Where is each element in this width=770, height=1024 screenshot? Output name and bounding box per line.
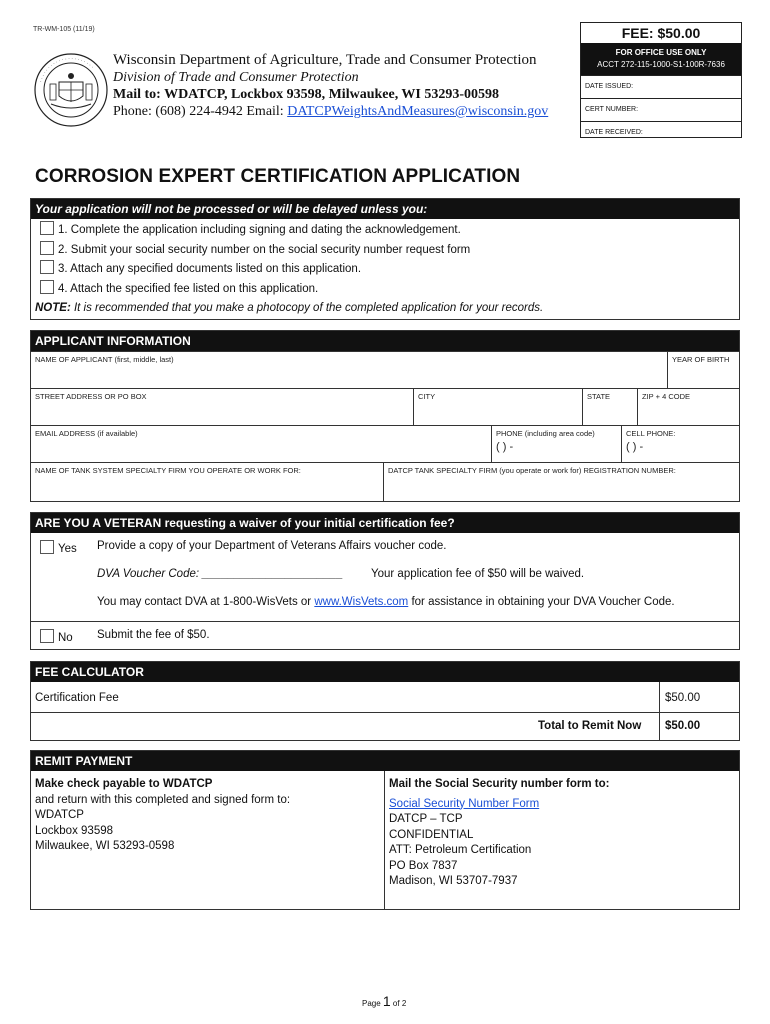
- cert-number-field[interactable]: CERT NUMBER:: [581, 98, 741, 121]
- instruction-item: 3. Attach any specified documents listed on this application.: [40, 260, 739, 280]
- account-number: ACCT 272-115-1000-S1-100R-7636: [581, 59, 741, 75]
- email-link[interactable]: DATCPWeightsAndMeasures@wisconsin.gov: [287, 104, 549, 119]
- total-label: Total to Remit Now: [538, 720, 642, 732]
- yes-text: Provide a copy of your Department of Veterans Affairs voucher code.: [97, 540, 447, 552]
- yes-checkbox[interactable]: [40, 540, 54, 554]
- contact-line: [113, 103, 548, 120]
- certification-fee-value: $50.00: [665, 692, 701, 704]
- note: NOTE: It is recommended that you make a photocopy of the completed application for your records.: [35, 302, 544, 314]
- remit-left: Make check payable to WDATCP and return with this completed and signed form to: WDATCP Lockbox 93598 Milwaukee, WI 53293-0598: [35, 777, 380, 855]
- registration-number-field[interactable]: DATCP TANK SPECIALTY FIRM (you operate or work for) REGISTRATION NUMBER:: [383, 462, 740, 502]
- phone-field[interactable]: PHONE (including area code) ( ) -: [491, 425, 622, 463]
- instructions-section: [30, 198, 740, 320]
- ssn-form-link[interactable]: Social Security Number Form: [389, 797, 540, 810]
- zip-field[interactable]: ZIP + 4 CODE: [637, 388, 740, 426]
- wisconsin-seal-icon: [33, 52, 109, 128]
- contact-dva: You may contact DVA at 1-800-WisVets or www.WisVets.com for assistance in obtaining your DVA Voucher Code.: [97, 596, 675, 608]
- email-field[interactable]: EMAIL ADDRESS (if available): [30, 425, 492, 463]
- payable-title: Make check payable to WDATCP: [35, 778, 213, 790]
- fee-calculator-header: FEE CALCULATOR: [31, 662, 739, 682]
- page-number: Page 1 of 2: [362, 993, 407, 1009]
- office-use-box: [580, 22, 742, 138]
- no-option[interactable]: No: [40, 629, 73, 644]
- checkbox[interactable]: [40, 280, 54, 294]
- date-received-field[interactable]: DATE RECEIVED:: [581, 121, 741, 144]
- firm-name-field[interactable]: NAME OF TANK SYSTEM SPECIALTY FIRM YOU OPERATE OR WORK FOR:: [30, 462, 384, 502]
- checkbox[interactable]: [40, 260, 54, 274]
- applicant-name-field[interactable]: NAME OF APPLICANT (first, middle, last): [30, 351, 668, 389]
- street-address-field[interactable]: STREET ADDRESS OR PO BOX: [30, 388, 414, 426]
- phone-label: Phone: (608) 224-4942 Email:: [113, 104, 288, 119]
- remit-right: Mail the Social Security number form to: Social Security Number Form DATCP – TCP CONFIDENTIAL ATT: Petroleum Certification PO Box 7837 Madison, WI 53707-7937: [389, 777, 734, 890]
- yes-option[interactable]: Yes: [40, 540, 77, 555]
- state-field[interactable]: STATE: [582, 388, 638, 426]
- instruction-item: 1. Complete the application including signing and dating the acknowledgement.: [40, 221, 739, 241]
- instruction-item: 4. Attach the specified fee listed on this application.: [40, 280, 739, 300]
- cell-phone-field[interactable]: CELL PHONE: ( ) -: [621, 425, 740, 463]
- voucher-code-field[interactable]: DVA Voucher Code: ______________________: [97, 568, 343, 580]
- waived-text: Your application fee of $50 will be waived.: [371, 568, 585, 580]
- applicant-section: [30, 330, 740, 502]
- agency-block: [113, 52, 548, 120]
- instructions-header: Your application will not be processed or will be delayed unless you:: [31, 199, 739, 219]
- agency-name: Wisconsin Department of Agriculture, Trade and Consumer Protection: [113, 52, 537, 68]
- certification-fee-label: Certification Fee: [35, 692, 119, 704]
- year-of-birth-field[interactable]: YEAR OF BIRTH: [667, 351, 740, 389]
- phone-mask: ( ) -: [496, 441, 514, 453]
- city-field[interactable]: CITY: [413, 388, 583, 426]
- no-text: Submit the fee of $50.: [97, 629, 210, 641]
- svg-text:· · · · · · · · · · · · · · ·: · · · · · · · · · · · · · · · · · · · · ·: [38, 55, 95, 84]
- form-id: TR-WM-105 (11/19): [33, 26, 95, 33]
- no-checkbox[interactable]: [40, 629, 54, 643]
- remit-payment-section: [30, 750, 740, 910]
- fee-amount: FEE: $50.00: [581, 23, 741, 45]
- ssn-mail-title: Mail the Social Security number form to:: [389, 778, 610, 790]
- fee-calculator-section: [30, 661, 740, 741]
- total-value: $50.00: [665, 720, 701, 732]
- wisvets-link[interactable]: www.WisVets.com: [314, 596, 409, 608]
- mail-to: Mail to: WDATCP, Lockbox 93598, Milwaukee, WI 53293-00598: [113, 87, 500, 102]
- remit-header: REMIT PAYMENT: [31, 751, 739, 771]
- checkbox[interactable]: [40, 241, 54, 255]
- veteran-header: ARE YOU A VETERAN requesting a waiver of your initial certification fee?: [31, 513, 739, 533]
- applicant-header: APPLICANT INFORMATION: [31, 331, 739, 351]
- checkbox[interactable]: [40, 221, 54, 235]
- veteran-section: [30, 512, 740, 650]
- page-title: CORROSION EXPERT CERTIFICATION APPLICATION: [35, 166, 521, 187]
- agency-division: Division of Trade and Consumer Protection: [113, 70, 359, 85]
- instruction-item: 2. Submit your social security number on the social security number request form: [40, 241, 739, 261]
- cell-mask: ( ) -: [626, 441, 644, 453]
- office-use-header: FOR OFFICE USE ONLY: [581, 45, 741, 59]
- date-issued-field[interactable]: DATE ISSUED:: [581, 75, 741, 98]
